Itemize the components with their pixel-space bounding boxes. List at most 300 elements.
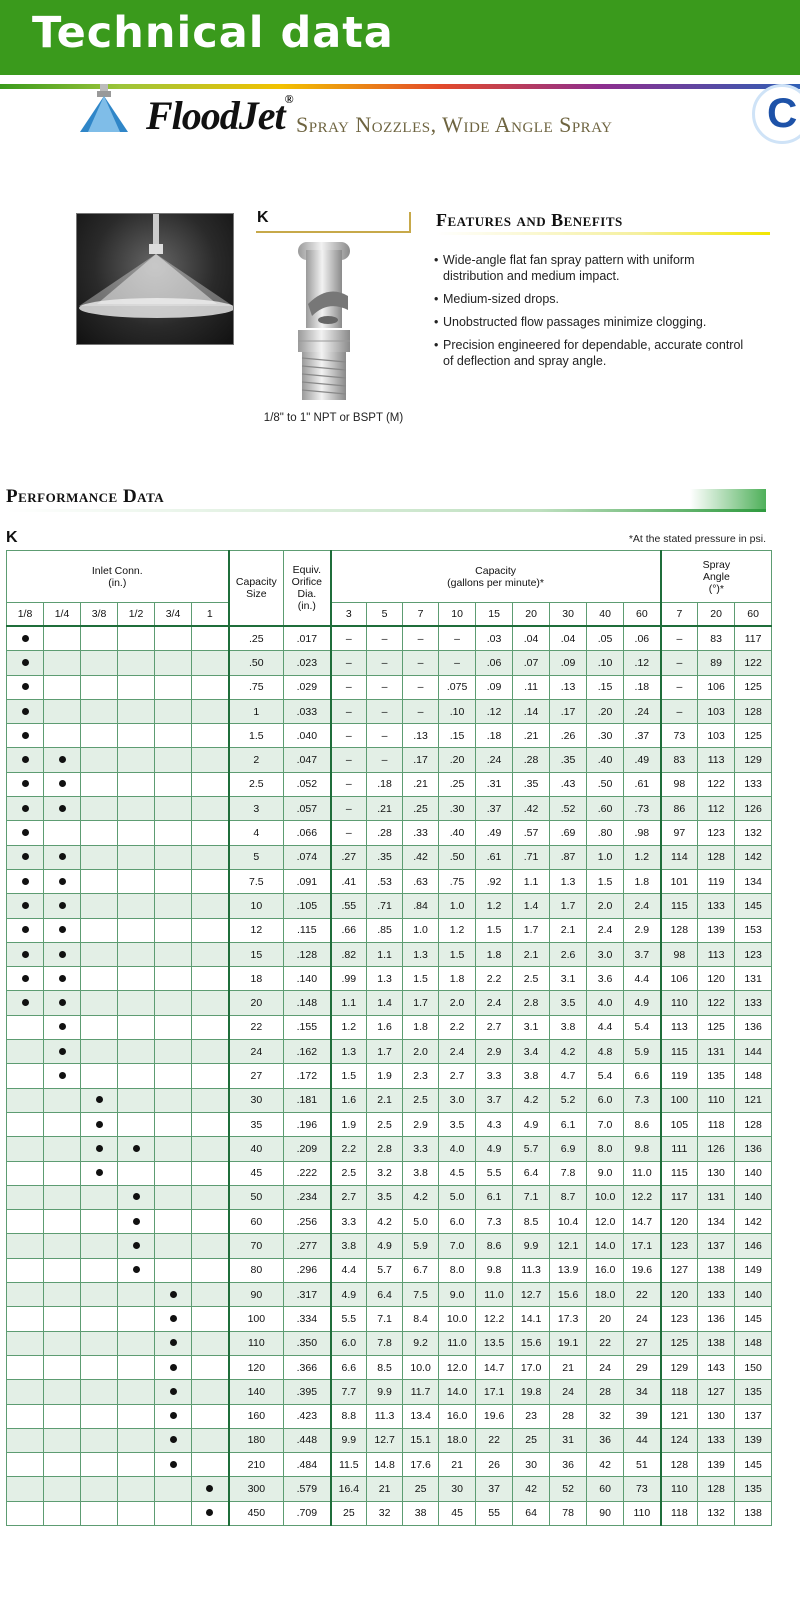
angle-cell: 129 <box>661 1355 698 1379</box>
capacity-cell: 5.5 <box>331 1307 367 1331</box>
capacity-cell: .42 <box>513 797 550 821</box>
available-dot-icon <box>59 951 66 958</box>
capacity-cell: 1.5 <box>587 869 624 893</box>
inlet-cell <box>81 1137 118 1161</box>
inlet-cell <box>155 1477 192 1501</box>
inlet-cell <box>7 942 44 966</box>
angle-cell: 121 <box>661 1404 698 1428</box>
available-dot-icon <box>22 975 29 982</box>
orifice-cell: .172 <box>284 1064 331 1088</box>
angle-cell: 123 <box>661 1234 698 1258</box>
available-dot-icon <box>59 805 66 812</box>
inlet-cell <box>7 1355 44 1379</box>
inlet-cell <box>155 748 192 772</box>
angle-cell: 132 <box>698 1501 735 1525</box>
angle-cell: 125 <box>661 1331 698 1355</box>
inlet-cell <box>118 626 155 651</box>
capacity-cell: 20 <box>587 1307 624 1331</box>
angle-cell: 127 <box>661 1258 698 1282</box>
orifice-header-label: Equiv. Orifice Dia. (in.) <box>291 564 322 612</box>
capacity-cell: 11.0 <box>439 1331 476 1355</box>
inlet-cell <box>118 1040 155 1064</box>
angle-pressure-header: 20 <box>698 603 735 627</box>
capacity-cell: 14.7 <box>624 1210 661 1234</box>
orifice-cell: .448 <box>284 1428 331 1452</box>
capacity-cell: 11.3 <box>367 1404 403 1428</box>
table-product-code: K <box>6 529 18 546</box>
inlet-cell <box>44 797 81 821</box>
inlet-cell <box>7 1428 44 1452</box>
capacity-cell: 8.0 <box>439 1258 476 1282</box>
angle-cell: 106 <box>661 967 698 991</box>
table-row <box>7 869 772 893</box>
capacity-cell: 3.3 <box>476 1064 513 1088</box>
capacity-cell: 2.6 <box>550 942 587 966</box>
capacity-cell: 2.8 <box>367 1137 403 1161</box>
capacity-cell: 2.3 <box>403 1064 439 1088</box>
capacity-cell: 4.7 <box>550 1064 587 1088</box>
angle-cell: 103 <box>698 699 735 723</box>
available-dot-icon <box>22 756 29 763</box>
available-dot-icon <box>59 853 66 860</box>
table-row <box>7 1307 772 1331</box>
inlet-cell <box>44 748 81 772</box>
capacity-cell: .49 <box>476 821 513 845</box>
table-row <box>7 967 772 991</box>
capacity-cell: .09 <box>550 651 587 675</box>
table-row <box>7 1210 772 1234</box>
capacity-cell: .49 <box>624 748 661 772</box>
capacity-cell: .03 <box>476 626 513 651</box>
capacity-cell: 4.8 <box>587 1040 624 1064</box>
performance-rule <box>6 509 766 512</box>
angle-cell: 138 <box>698 1331 735 1355</box>
table-row <box>7 1015 772 1039</box>
table-row <box>7 1355 772 1379</box>
inlet-cell <box>7 1015 44 1039</box>
inlet-cell <box>155 1453 192 1477</box>
capacity-cell: 4.0 <box>587 991 624 1015</box>
capacity-cell: 9.0 <box>587 1161 624 1185</box>
capacity-cell: 25 <box>331 1501 367 1525</box>
angle-cell: 130 <box>698 1404 735 1428</box>
capacity-size-cell: 40 <box>229 1137 284 1161</box>
capacity-size-cell: 10 <box>229 894 284 918</box>
angle-cell: 110 <box>698 1088 735 1112</box>
capacity-cell: 31 <box>550 1428 587 1452</box>
inlet-cell <box>192 918 229 942</box>
available-dot-icon <box>22 853 29 860</box>
capacity-cell: .53 <box>367 869 403 893</box>
available-dot-icon <box>22 732 29 739</box>
angle-cell: 112 <box>698 797 735 821</box>
capacity-cell: .50 <box>587 772 624 796</box>
capacity-cell: 9.0 <box>439 1283 476 1307</box>
capacity-cell: 36 <box>587 1428 624 1452</box>
inlet-cell <box>7 1161 44 1185</box>
inlet-header <box>7 551 229 603</box>
inlet-cell <box>7 1501 44 1525</box>
pressure-header: 10 <box>439 603 476 627</box>
angle-cell: 105 <box>661 1112 698 1136</box>
capacity-cell: – <box>367 699 403 723</box>
inlet-cell <box>192 748 229 772</box>
capacity-size-cell: 18 <box>229 967 284 991</box>
capacity-cell: 60 <box>587 1477 624 1501</box>
available-dot-icon <box>59 999 66 1006</box>
orifice-cell: .047 <box>284 748 331 772</box>
inlet-cell <box>7 967 44 991</box>
capacity-cell: 7.3 <box>476 1210 513 1234</box>
section-badge <box>752 84 800 144</box>
inlet-cell <box>44 1040 81 1064</box>
capacity-cell: 2.0 <box>439 991 476 1015</box>
inlet-cell <box>192 869 229 893</box>
available-dot-icon <box>133 1242 140 1249</box>
inlet-cell <box>81 1185 118 1209</box>
angle-cell: 137 <box>698 1234 735 1258</box>
capacity-cell: 110 <box>624 1501 661 1525</box>
capacity-cell: 42 <box>587 1453 624 1477</box>
angle-cell: 140 <box>735 1283 772 1307</box>
capacity-size-cell: 110 <box>229 1331 284 1355</box>
capacity-cell: 17.0 <box>513 1355 550 1379</box>
capacity-cell: 8.7 <box>550 1185 587 1209</box>
angle-cell: 86 <box>661 797 698 821</box>
table-row <box>7 797 772 821</box>
angle-cell: 133 <box>735 772 772 796</box>
capacity-cell: .21 <box>513 724 550 748</box>
inlet-cell <box>81 797 118 821</box>
capacity-cell: 22 <box>624 1283 661 1307</box>
inlet-cell <box>81 1307 118 1331</box>
inlet-cell <box>44 1137 81 1161</box>
angle-cell: 117 <box>735 626 772 651</box>
inlet-cell <box>118 1501 155 1525</box>
inlet-cell <box>118 772 155 796</box>
angle-cell: 110 <box>661 1477 698 1501</box>
inlet-cell <box>7 724 44 748</box>
inlet-cell <box>192 1064 229 1088</box>
capacity-size-cell: 50 <box>229 1185 284 1209</box>
angle-cell: 128 <box>661 918 698 942</box>
capacity-cell: 29 <box>624 1355 661 1379</box>
capacity-cell: 7.1 <box>513 1185 550 1209</box>
capacity-cell: 2.5 <box>367 1112 403 1136</box>
inlet-cell <box>44 1428 81 1452</box>
capacity-cell: 11.0 <box>476 1283 513 1307</box>
inlet-cell <box>155 675 192 699</box>
available-dot-icon <box>22 999 29 1006</box>
inlet-cell <box>81 1112 118 1136</box>
capacity-cell: 8.4 <box>403 1307 439 1331</box>
capacity-cell: 10.0 <box>439 1307 476 1331</box>
orifice-cell: .029 <box>284 675 331 699</box>
inlet-cell <box>118 1015 155 1039</box>
inlet-cell <box>81 748 118 772</box>
inlet-cell <box>7 1064 44 1088</box>
capacity-cell: .61 <box>624 772 661 796</box>
spray-pattern-image <box>77 214 233 344</box>
capacity-size-cell: 45 <box>229 1161 284 1185</box>
capacity-cell: 12.0 <box>439 1355 476 1379</box>
capacity-cell: 16.4 <box>331 1477 367 1501</box>
capacity-cell: 6.6 <box>624 1064 661 1088</box>
capacity-cell: 73 <box>624 1477 661 1501</box>
inlet-cell <box>7 748 44 772</box>
capacity-cell: 38 <box>403 1501 439 1525</box>
capacity-cell: 1.8 <box>624 869 661 893</box>
orifice-cell: .057 <box>284 797 331 821</box>
capacity-cell: .41 <box>331 869 367 893</box>
capacity-cell: 2.2 <box>476 967 513 991</box>
angle-cell: 136 <box>735 1137 772 1161</box>
pressure-header: 40 <box>587 603 624 627</box>
available-dot-icon <box>96 1169 103 1176</box>
inlet-cell <box>44 894 81 918</box>
capacity-cell: 3.0 <box>439 1088 476 1112</box>
capacity-cell: 5.5 <box>476 1161 513 1185</box>
angle-cell: 150 <box>735 1355 772 1379</box>
angle-cell: 125 <box>698 1015 735 1039</box>
available-dot-icon <box>96 1096 103 1103</box>
table-row <box>7 1258 772 1282</box>
angle-cell: 139 <box>735 1428 772 1452</box>
angle-cell: 113 <box>698 942 735 966</box>
angle-cell: 148 <box>735 1331 772 1355</box>
capacity-cell: 39 <box>624 1404 661 1428</box>
inlet-cell <box>44 1283 81 1307</box>
available-dot-icon <box>59 975 66 982</box>
table-row <box>7 821 772 845</box>
inlet-cell <box>192 1404 229 1428</box>
inlet-cell <box>118 724 155 748</box>
table-row <box>7 1185 772 1209</box>
capacity-cell: 3.2 <box>367 1161 403 1185</box>
capacity-cell: 23 <box>513 1404 550 1428</box>
capacity-cell: .31 <box>476 772 513 796</box>
angle-cell: 146 <box>735 1234 772 1258</box>
capacity-cell: .04 <box>513 626 550 651</box>
angle-cell: 120 <box>661 1210 698 1234</box>
angle-cell: 128 <box>735 699 772 723</box>
inlet-cell <box>118 967 155 991</box>
capacity-size-header <box>229 551 284 627</box>
inlet-cell <box>44 724 81 748</box>
capacity-cell: 3.8 <box>403 1161 439 1185</box>
inlet-cell <box>118 1210 155 1234</box>
inlet-cell <box>192 1380 229 1404</box>
capacity-cell: 64 <box>513 1501 550 1525</box>
capacity-cell: .10 <box>587 651 624 675</box>
features-rule <box>436 232 770 235</box>
orifice-cell: .033 <box>284 699 331 723</box>
capacity-cell: .11 <box>513 675 550 699</box>
capacity-size-cell: 15 <box>229 942 284 966</box>
capacity-cell: 4.0 <box>439 1137 476 1161</box>
inlet-cell <box>81 845 118 869</box>
inlet-size-header: 1/4 <box>44 603 81 627</box>
capacity-cell: .37 <box>624 724 661 748</box>
available-dot-icon <box>170 1291 177 1298</box>
capacity-cell: 24 <box>624 1307 661 1331</box>
inlet-cell <box>118 675 155 699</box>
angle-cell: 121 <box>735 1088 772 1112</box>
capacity-cell: 3.3 <box>403 1137 439 1161</box>
capacity-size-cell: 100 <box>229 1307 284 1331</box>
angle-cell: 98 <box>661 772 698 796</box>
table-row <box>7 1404 772 1428</box>
angle-cell: 123 <box>698 821 735 845</box>
capacity-cell: 5.7 <box>513 1137 550 1161</box>
capacity-cell: .35 <box>550 748 587 772</box>
product-code-rule-end <box>409 212 411 233</box>
inlet-cell <box>192 967 229 991</box>
pressure-header: 7 <box>403 603 439 627</box>
capacity-cell: 1.0 <box>439 894 476 918</box>
capacity-cell: – <box>403 699 439 723</box>
inlet-cell <box>192 675 229 699</box>
capacity-cell: – <box>331 797 367 821</box>
capacity-cell: .14 <box>513 699 550 723</box>
inlet-cell <box>155 967 192 991</box>
inlet-cell <box>81 1477 118 1501</box>
capacity-cell: 4.4 <box>587 1015 624 1039</box>
angle-cell: 122 <box>735 651 772 675</box>
capacity-cell: 6.0 <box>331 1331 367 1355</box>
capacity-cell: 3.5 <box>439 1112 476 1136</box>
available-dot-icon <box>59 780 66 787</box>
table-row <box>7 991 772 1015</box>
orifice-cell: .023 <box>284 651 331 675</box>
inlet-cell <box>155 1185 192 1209</box>
angle-cell: 142 <box>735 1210 772 1234</box>
inlet-cell <box>118 894 155 918</box>
inlet-cell <box>81 1258 118 1282</box>
available-dot-icon <box>22 635 29 642</box>
capacity-cell: 24 <box>550 1380 587 1404</box>
table-row <box>7 942 772 966</box>
angle-cell: 111 <box>661 1137 698 1161</box>
pressure-header: 30 <box>550 603 587 627</box>
orifice-cell: .140 <box>284 967 331 991</box>
capacity-cell: 6.0 <box>587 1088 624 1112</box>
angle-cell: – <box>661 626 698 651</box>
inlet-cell <box>81 894 118 918</box>
inlet-cell <box>155 797 192 821</box>
inlet-cell <box>192 1234 229 1258</box>
angle-cell: 129 <box>735 748 772 772</box>
angle-cell: – <box>661 651 698 675</box>
capacity-cell: 14.0 <box>587 1234 624 1258</box>
inlet-cell <box>192 1428 229 1452</box>
features-list <box>434 252 754 376</box>
inlet-cell <box>155 1404 192 1428</box>
angle-cell: 131 <box>735 967 772 991</box>
inlet-cell <box>44 1234 81 1258</box>
capacity-cell: 1.5 <box>403 967 439 991</box>
inlet-cell <box>155 1210 192 1234</box>
spray-logo-icon <box>78 84 130 136</box>
capacity-cell: 4.4 <box>624 967 661 991</box>
capacity-cell: 4.9 <box>331 1283 367 1307</box>
capacity-size-cell: 7.5 <box>229 869 284 893</box>
capacity-cell: 19.6 <box>624 1258 661 1282</box>
inlet-cell <box>118 1404 155 1428</box>
capacity-cell: 1.3 <box>367 967 403 991</box>
product-code-rule <box>256 231 411 233</box>
capacity-cell: 78 <box>550 1501 587 1525</box>
capacity-cell: 1.9 <box>367 1064 403 1088</box>
capacity-cell: 90 <box>587 1501 624 1525</box>
orifice-cell: .334 <box>284 1307 331 1331</box>
inlet-cell <box>44 1355 81 1379</box>
angle-cell: 133 <box>698 1283 735 1307</box>
capacity-cell: .24 <box>624 699 661 723</box>
capacity-cell: 4.4 <box>331 1258 367 1282</box>
inlet-cell <box>155 1112 192 1136</box>
inlet-cell <box>7 1404 44 1428</box>
available-dot-icon <box>170 1436 177 1443</box>
orifice-cell: .074 <box>284 845 331 869</box>
capacity-cell: 4.2 <box>403 1185 439 1209</box>
angle-cell: 130 <box>698 1161 735 1185</box>
angle-cell: 119 <box>698 869 735 893</box>
angle-cell: 120 <box>698 967 735 991</box>
inlet-cell <box>7 1283 44 1307</box>
capacity-cell: 4.3 <box>476 1112 513 1136</box>
capacity-cell: – <box>439 651 476 675</box>
capacity-cell: 4.9 <box>476 1137 513 1161</box>
orifice-cell: .148 <box>284 991 331 1015</box>
capacity-cell: 3.1 <box>550 967 587 991</box>
capacity-cell: 4.9 <box>624 991 661 1015</box>
inlet-cell <box>118 1307 155 1331</box>
angle-cell: 135 <box>735 1477 772 1501</box>
inlet-cell <box>7 797 44 821</box>
capacity-size-cell: 210 <box>229 1453 284 1477</box>
inlet-cell <box>118 821 155 845</box>
capacity-cell: 1.3 <box>331 1040 367 1064</box>
capacity-cell: 1.2 <box>331 1015 367 1039</box>
inlet-cell <box>155 1088 192 1112</box>
capacity-cell: 6.4 <box>367 1283 403 1307</box>
inlet-cell <box>192 1210 229 1234</box>
capacity-cell: .18 <box>476 724 513 748</box>
inlet-cell <box>155 651 192 675</box>
inlet-cell <box>44 942 81 966</box>
angle-cell: 97 <box>661 821 698 845</box>
inlet-cell <box>118 991 155 1015</box>
inlet-cell <box>155 699 192 723</box>
inlet-cell <box>81 991 118 1015</box>
available-dot-icon <box>22 659 29 666</box>
capacity-cell: 7.8 <box>550 1161 587 1185</box>
inlet-cell <box>7 1185 44 1209</box>
inlet-cell <box>192 1501 229 1525</box>
orifice-cell: .709 <box>284 1501 331 1525</box>
capacity-cell: .13 <box>403 724 439 748</box>
capacity-cell: 3.7 <box>476 1088 513 1112</box>
angle-cell: 126 <box>698 1137 735 1161</box>
orifice-cell: .209 <box>284 1137 331 1161</box>
inlet-cell <box>7 918 44 942</box>
capacity-cell: .075 <box>439 675 476 699</box>
inlet-cell <box>81 1064 118 1088</box>
capacity-cell: 16.0 <box>587 1258 624 1282</box>
inlet-cell <box>44 1331 81 1355</box>
capacity-cell: .57 <box>513 821 550 845</box>
